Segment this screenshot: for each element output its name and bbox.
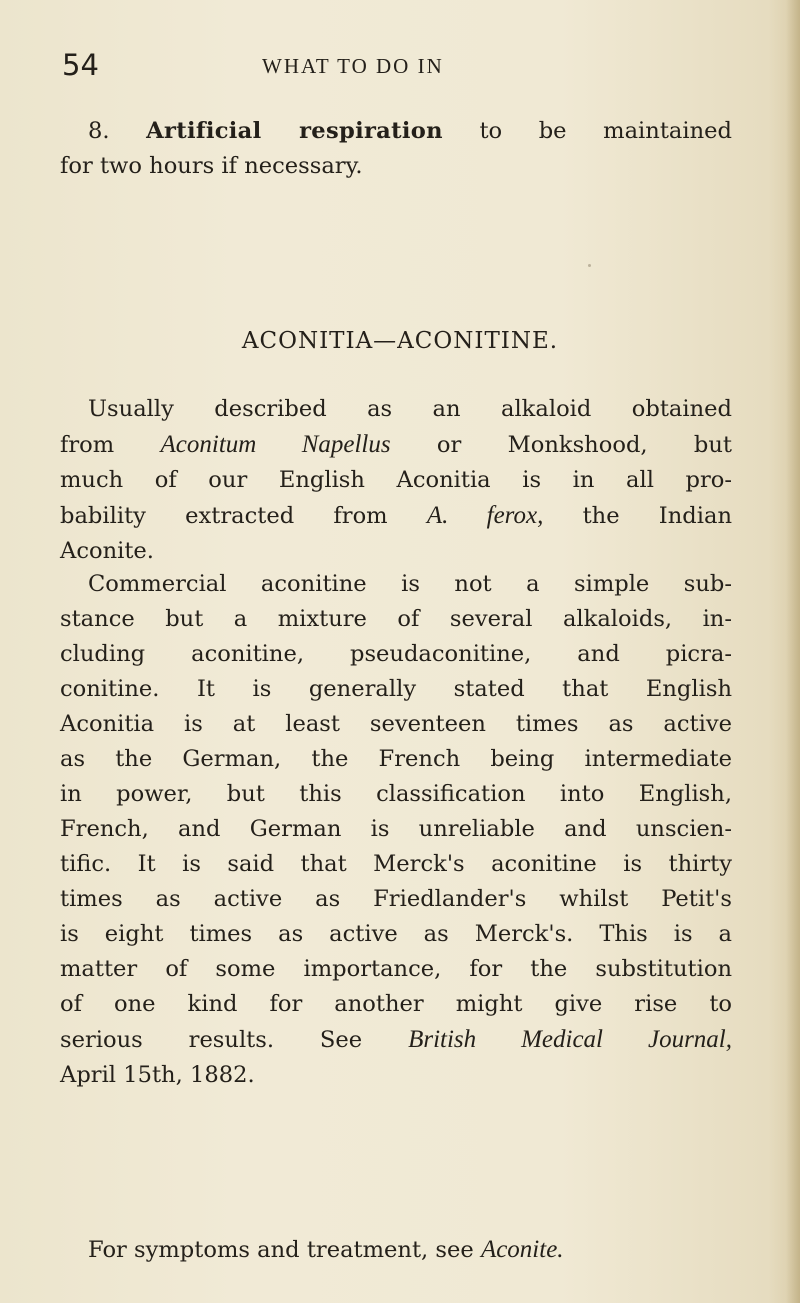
paragraph-3-line xyxy=(60,1232,732,1268)
paragraph-1-line-3: much of our English Aconitia is in all pro- xyxy=(60,467,732,493)
paragraph-1 xyxy=(60,392,732,569)
paragraph-2-line: tific. It is said that Merck's aconitine is thirty xyxy=(60,851,732,877)
p1-l2-italic: Aconitum Napellus xyxy=(160,431,391,458)
paragraph-1-line-5: Aconite. xyxy=(60,538,154,564)
paragraph-2-line: Commercial aconitine is not a simple sub- xyxy=(88,571,732,597)
paragraph-2-line: stance but a mixture of several alkaloids, in- xyxy=(60,606,732,632)
paragraph-2-line: Aconitia is at least seventeen times as active xyxy=(60,711,732,737)
paragraph-3 xyxy=(60,1232,732,1268)
paragraph-2-line: as the German, the French being intermediate xyxy=(60,746,732,772)
item-8 xyxy=(60,114,732,184)
running-head: WHAT TO DO IN xyxy=(262,54,444,78)
page-number: 54 xyxy=(62,48,99,82)
paragraph-2-line-14 xyxy=(60,1022,732,1058)
paragraph-2-line: cluding aconitine, pseudaconitine, and picra- xyxy=(60,641,732,667)
item-8-line-1-rest: to be maintained xyxy=(479,118,732,144)
p1-l4-a: bability extracted from xyxy=(60,503,388,529)
paragraph-2-line: is eight times as active as Merck's. This is a xyxy=(60,921,732,947)
paragraph-1-line-1: Usually described as an alkaloid obtained xyxy=(88,396,732,422)
p2-l14-a: serious results. See xyxy=(60,1027,363,1053)
section-heading: ACONITIA—ACONITINE. xyxy=(241,328,559,354)
paper-speck xyxy=(588,264,591,267)
item-8-line-2: for two hours if necessary. xyxy=(60,153,363,179)
item-8-number: 8. xyxy=(88,118,110,144)
paragraph-2-line: French, and German is unreliable and unscien- xyxy=(60,816,732,842)
p1-l2-b: or Monkshood, but xyxy=(436,432,732,458)
p2-l14-italic: British Medical Journal, xyxy=(408,1026,732,1053)
p1-l4-italic: A. ferox, xyxy=(426,502,544,529)
paragraph-2 xyxy=(60,567,732,1093)
paragraph-2-line-15: April 15th, 1882. xyxy=(60,1062,255,1088)
page-header xyxy=(62,48,732,88)
p1-l2-a: from xyxy=(60,432,115,458)
paragraph-1-line-2 xyxy=(60,427,732,463)
paragraph-2-line: conitine. It is generally stated that English xyxy=(60,676,732,702)
p1-l4-b: the Indian xyxy=(582,503,732,529)
item-8-bold-term: Artificial respiration xyxy=(146,118,443,144)
p3-italic: Aconite. xyxy=(480,1236,564,1263)
paragraph-1-line-4 xyxy=(60,498,732,534)
paragraph-2-line: matter of some importance, for the substitution xyxy=(60,956,732,982)
item-8-line-1 xyxy=(60,114,732,149)
paragraph-2-line: of one kind for another might give rise to xyxy=(60,991,732,1017)
p3-a: For symptoms and treatment, see xyxy=(88,1237,474,1263)
paragraph-2-line: in power, but this classification into English, xyxy=(60,781,732,807)
page-edge-shadow xyxy=(786,0,800,1303)
paragraph-2-line: times as active as Friedlander's whilst Petit's xyxy=(60,886,732,912)
